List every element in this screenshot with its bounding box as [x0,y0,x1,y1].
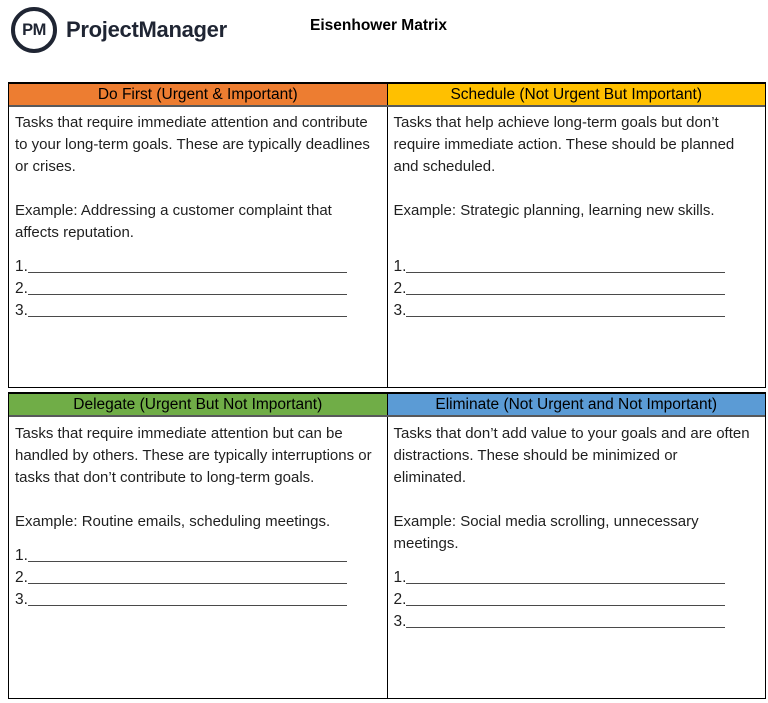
document-header [0,0,768,82]
fill-line-1 [394,254,726,276]
fill-line-3 [394,298,726,320]
brand-name: ProjectManager [66,17,227,42]
fill-line-number: 1. [15,258,28,275]
fill-line-2 [15,565,347,587]
fill-in-line[interactable] [28,561,347,562]
fill-in-line[interactable] [28,316,347,317]
fill-in-line[interactable] [28,605,347,606]
fill-line-3 [15,587,347,609]
top-header-row [9,84,765,107]
fill-in-line[interactable] [406,627,725,628]
matrix-top-row [8,82,766,388]
delegate-fill-lines [15,543,373,609]
bottom-header-row [9,394,765,417]
quadrant-schedule [387,107,766,387]
fill-in-line[interactable] [406,272,725,273]
fill-in-line[interactable] [28,294,347,295]
quadrant-header-do-first: Do First (Urgent & Important) [9,84,387,105]
fill-line-number: 2. [393,591,407,608]
fill-line-number: 3. [393,302,407,319]
quadrant-eliminate [387,417,766,698]
fill-line-1 [394,565,726,587]
quadrant-header-schedule: Schedule (Not Urgent But Important) [387,84,766,105]
fill-line-number: 2. [15,569,28,586]
top-body-row [9,107,765,387]
fill-line-3 [394,609,726,631]
fill-line-number: 3. [393,613,407,630]
fill-in-line[interactable] [28,272,347,273]
fill-line-number: 1. [15,547,28,564]
fill-line-1 [15,543,347,565]
projectmanager-logo [11,7,227,53]
schedule-example: Example: Strategic planning, learning new skills. [393,202,715,219]
fill-line-number: 1. [393,258,407,275]
fill-in-line[interactable] [406,605,725,606]
quadrant-header-delegate: Delegate (Urgent But Not Important) [9,394,387,415]
fill-line-number: 1. [393,569,407,586]
eliminate-description: Tasks that don’t add value to your goals and are often distractions. These should be minimized or eliminated. [393,425,750,486]
fill-line-1 [15,254,347,276]
fill-line-number: 3. [15,302,28,319]
document-title: Eisenhower Matrix [310,17,447,34]
do-first-fill-lines [15,254,373,320]
pm-monogram-text: PM [22,20,46,39]
pm-monogram-icon [11,7,57,53]
fill-line-number: 2. [15,280,28,297]
fill-line-2 [394,587,726,609]
eisenhower-matrix [8,82,766,699]
do-first-description: Tasks that require immediate attention and contribute to your long-term goals. These are typically deadlines or crises. [15,114,370,175]
eliminate-example: Example: Social media scrolling, unnecessary meetings. [393,513,699,552]
do-first-example: Example: Addressing a customer complaint that affects reputation. [15,202,332,241]
quadrant-delegate [9,417,387,698]
fill-line-3 [15,298,347,320]
fill-in-line[interactable] [406,316,725,317]
quadrant-header-eliminate: Eliminate (Not Urgent and Not Important) [387,394,766,415]
fill-line-number: 2. [393,280,407,297]
schedule-fill-lines [394,254,752,320]
fill-line-number: 3. [15,591,28,608]
quadrant-do-first [9,107,387,387]
eliminate-fill-lines [394,565,752,631]
delegate-description: Tasks that require immediate attention but can be handled by others. These are typically interruptions or tasks that don’t contribute to long-term goals. [15,425,372,486]
fill-line-2 [394,276,726,298]
fill-in-line[interactable] [406,294,725,295]
fill-in-line[interactable] [406,583,725,584]
schedule-description: Tasks that help achieve long-term goals but don’t require immediate action. These should be planned and scheduled. [393,114,735,175]
fill-line-2 [15,276,347,298]
bottom-body-row [9,417,765,698]
delegate-example: Example: Routine emails, scheduling meetings. [15,513,331,530]
matrix-bottom-row [8,392,766,699]
fill-in-line[interactable] [28,583,347,584]
